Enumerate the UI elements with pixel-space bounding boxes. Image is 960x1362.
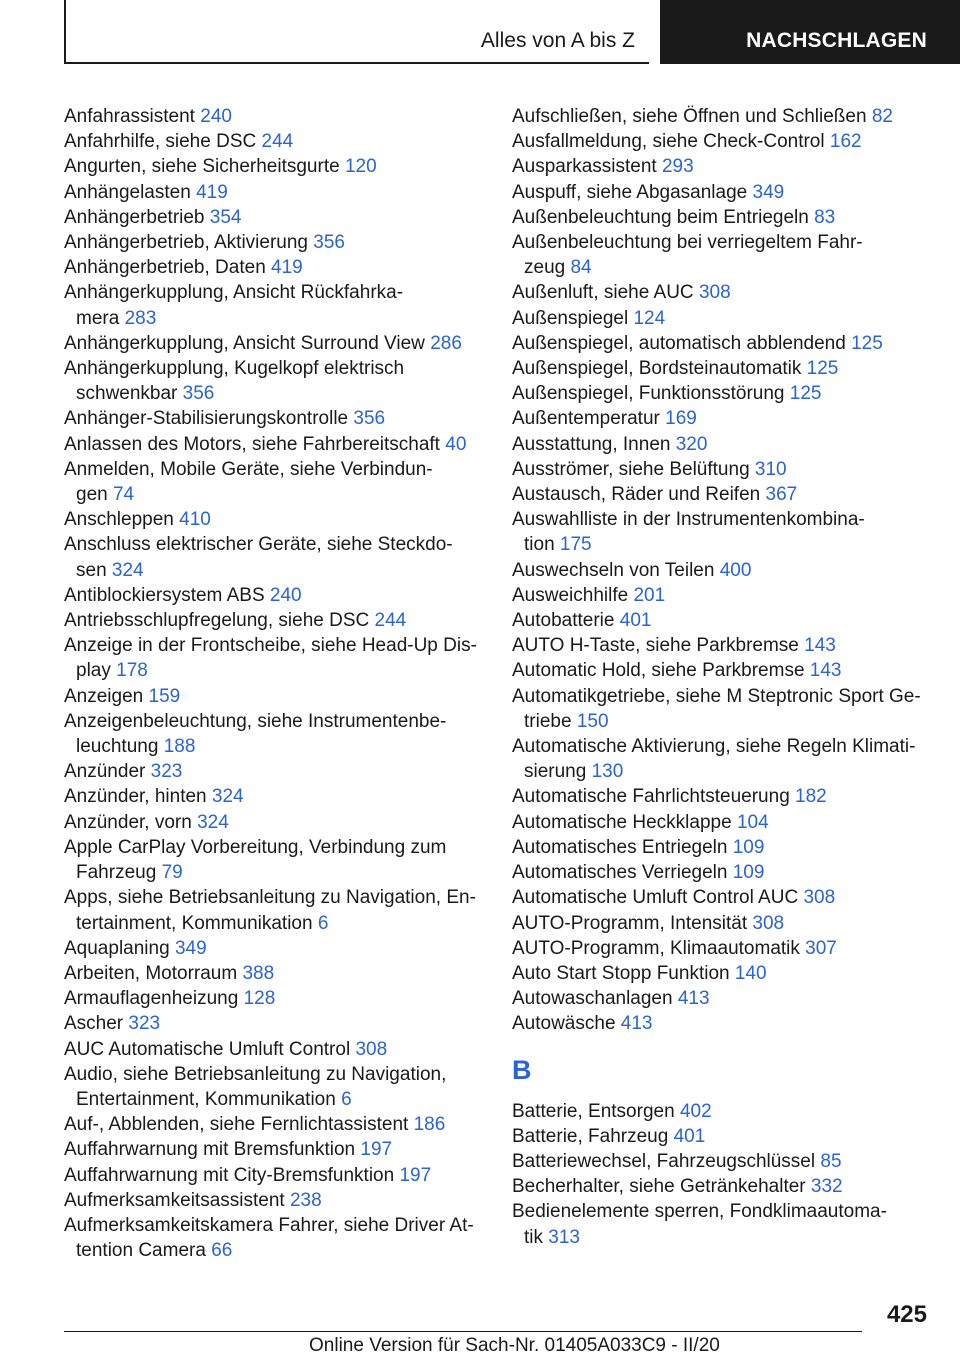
index-entry-term: Anzeigen (64, 685, 144, 707)
index-entry (512, 1174, 932, 1199)
index-entry-term: Automatisches Entriegeln (512, 836, 728, 858)
index-entry-page-link[interactable]: 124 (633, 307, 666, 329)
index-entry-page-link[interactable]: 109 (732, 836, 765, 858)
index-entry-page-link[interactable]: 320 (675, 433, 708, 455)
index-entry (64, 709, 484, 759)
index-entry-page-link[interactable]: 82 (871, 106, 893, 127)
index-entry (64, 280, 484, 330)
index-column-left (64, 104, 484, 1263)
index-entry-page-link[interactable]: 356 (313, 232, 345, 254)
index-entry-term: Anschluss elektrischer Geräte, siehe Steckdo- (64, 534, 453, 556)
index-entry-term: Anlassen des Motors, siehe Fahrbereitschaft (64, 433, 440, 455)
index-entry-page-link[interactable]: 240 (269, 584, 302, 606)
index-entry (64, 356, 484, 406)
index-entry-term: Armauflagenheizung (64, 988, 239, 1010)
index-entry (512, 734, 932, 784)
index-entry-term: Aquaplaning (64, 937, 170, 959)
index-entry-page-link[interactable]: 244 (374, 610, 407, 632)
index-entry-page-link[interactable]: 401 (673, 1125, 706, 1147)
index-entry-page-link[interactable]: 130 (591, 761, 624, 783)
index-entry-term: Entertainment, Kommunikation (76, 1088, 336, 1110)
index-letter-heading: B (512, 1054, 532, 1085)
index-entry-term: Automatische Umluft Control AUC (512, 887, 799, 909)
index-entry-page-link[interactable]: 413 (620, 1013, 653, 1035)
index-entry (512, 180, 932, 205)
index-entry-page-link[interactable]: 104 (736, 811, 769, 833)
index-entry-page-link[interactable]: 293 (661, 156, 694, 178)
index-entry-term: mera (76, 307, 120, 329)
index-entry-term: triebe (524, 710, 572, 732)
index-entry (64, 255, 484, 280)
index-entry-term: Anzünder (64, 761, 146, 783)
index-entry (512, 482, 932, 507)
index-entry-page-link[interactable]: 356 (182, 383, 215, 405)
index-entry-term: Batterie, Fahrzeug (512, 1125, 669, 1147)
index-entry-term: tention Camera (76, 1240, 206, 1262)
index-entry-page-link[interactable]: 159 (148, 685, 181, 707)
index-entry-term: Ausstattung, Innen (512, 433, 671, 455)
index-entry-page-link[interactable]: 169 (665, 408, 697, 430)
index-entry-term: Austausch, Räder und Reifen (512, 484, 761, 506)
chapter-tab (660, 0, 960, 64)
index-entry-term: Anhängerkupplung, Ansicht Surround View (64, 332, 425, 354)
index-entry-page-link[interactable]: 410 (179, 509, 211, 531)
footer-divider (64, 1331, 862, 1332)
index-entry-page-link[interactable]: 244 (261, 131, 294, 153)
index-entry (512, 936, 932, 961)
index-entry-page-link[interactable]: 308 (752, 912, 785, 934)
index-entry (64, 1062, 484, 1112)
index-entry (512, 432, 932, 457)
index-entry (64, 331, 484, 356)
index-entry-page-link[interactable]: 286 (430, 332, 462, 354)
index-entry-term: Anmelden, Mobile Geräte, siehe Verbindun- (64, 458, 433, 480)
index-entry-page-link[interactable]: 419 (271, 257, 303, 279)
index-entry-term: Anzeige in der Frontscheibe, siehe Head-Up Dis- (64, 635, 477, 657)
index-entry-term: Ausweichhilfe (512, 584, 629, 606)
index-entry (64, 961, 484, 986)
index-entry (512, 457, 932, 482)
index-group-b (512, 1099, 932, 1250)
index-entry (512, 1124, 932, 1149)
index-entry (512, 911, 932, 936)
index-entry (512, 1149, 932, 1174)
index-entry-page-link[interactable]: 349 (752, 181, 785, 203)
index-entry (512, 784, 932, 809)
index-entry-term: Automatisches Verriegeln (512, 862, 728, 884)
index-entry (64, 1011, 484, 1036)
index-entry (64, 936, 484, 961)
index-entry-term: Auspuff, siehe Abgasanlage (512, 181, 748, 203)
index-entry (512, 961, 932, 986)
index-entry-page-link[interactable]: 310 (754, 458, 787, 480)
index-entry (64, 633, 484, 683)
index-entry-term: Bedienelemente sperren, Fondklimaautoma- (512, 1201, 887, 1223)
index-entry-page-link[interactable]: 175 (559, 534, 592, 556)
index-entry-term: Anhängelasten (64, 181, 191, 203)
index-entry-term: Aufmerksamkeitskamera Fahrer, siehe Driver At- (64, 1214, 474, 1236)
index-entry (512, 406, 932, 431)
index-entry (512, 230, 932, 280)
index-entry-page-link[interactable]: 140 (734, 962, 767, 984)
index-entry-term: Automatische Fahrlichtsteuerung (512, 786, 790, 808)
index-entry (512, 986, 932, 1011)
index-entry-page-link[interactable]: 238 (289, 1189, 322, 1211)
index-entry-term: Anhänger-Stabilisierungskontrolle (64, 408, 349, 430)
index-entry-term: Anhängerbetrieb, Aktivierung (64, 232, 308, 254)
index-entry-term: AUTO-Programm, Klimaautomatik (512, 937, 800, 959)
index-entry-page-link[interactable]: 40 (445, 433, 467, 455)
index-entry-term: tion (524, 534, 555, 556)
index-entry-term: Autobatterie (512, 610, 615, 632)
index-entry (64, 230, 484, 255)
index-entry-term: Becherhalter, siehe Getränkehalter (512, 1176, 806, 1198)
index-entry-term: zeug (524, 257, 566, 279)
index-entry-term: Antiblockiersystem ABS (64, 584, 265, 606)
index-entry (512, 205, 932, 230)
index-entry-page-link[interactable]: 401 (619, 610, 652, 632)
index-entry-term: AUC Automatische Umluft Control (64, 1038, 351, 1060)
index-entry-term: sen (76, 559, 107, 581)
index-entry-page-link[interactable]: 308 (803, 887, 836, 909)
index-entry-page-link[interactable]: 125 (789, 383, 822, 405)
index-entry-page-link[interactable]: 162 (829, 131, 862, 153)
index-entry-term: Anschleppen (64, 509, 174, 531)
index-entry-page-link[interactable]: 186 (413, 1114, 446, 1136)
index-entry-page-link[interactable]: 85 (820, 1150, 842, 1172)
index-entry (512, 507, 932, 557)
index-entry-term: Auffahrwarnung mit Bremsfunktion (64, 1139, 356, 1161)
index-entry (64, 1213, 484, 1263)
index-entry-term: Anhängerkupplung, Kugelkopf elektrisch (64, 358, 405, 380)
index-entry-page-link[interactable]: 6 (341, 1088, 352, 1110)
index-entry (512, 1199, 932, 1249)
index-entry-term: Batterie, Entsorgen (512, 1100, 675, 1122)
index-entry-page-link[interactable]: 66 (211, 1240, 233, 1262)
index-entry-term: Automatikgetriebe, siehe M Steptronic Sport Ge- (512, 685, 921, 707)
index-entry-page-link[interactable]: 388 (242, 962, 275, 984)
index-entry-term: Anfahrhilfe, siehe DSC (64, 131, 257, 153)
index-entry-term: gen (76, 484, 108, 506)
index-entry-page-link[interactable]: 83 (814, 206, 836, 228)
index-entry-page-link[interactable]: 283 (124, 307, 157, 329)
index-entry-term: Apps, siehe Betriebsanleitung zu Navigation, En- (64, 887, 476, 909)
index-entry (64, 406, 484, 431)
index-entry-page-link[interactable]: 307 (805, 937, 837, 959)
index-entry-term: Audio, siehe Betriebsanleitung zu Navigation, (64, 1063, 447, 1085)
index-entry-page-link[interactable]: 332 (810, 1176, 843, 1198)
index-entry (64, 986, 484, 1011)
index-entry-page-link[interactable]: 349 (174, 937, 207, 959)
index-entry (64, 1137, 484, 1162)
page-number: 425 (886, 1301, 927, 1328)
index-entry-term: Ausströmer, siehe Belüftung (512, 458, 750, 480)
index-entry-term: Arbeiten, Motorraum (64, 962, 238, 984)
online-version-note: Online Version für Sach-Nr. 01405A033C9 - II/20 (309, 1335, 720, 1356)
index-entry-page-link[interactable]: 197 (360, 1139, 393, 1161)
index-entry-term: AUTO-Programm, Intensität (512, 912, 748, 934)
index-entry-page-link[interactable]: 354 (209, 206, 242, 228)
index-entry-term: Automatische Aktivierung, siehe Regeln Klimati- (512, 736, 916, 758)
index-entry (512, 608, 932, 633)
index-entry-page-link[interactable]: 128 (243, 988, 276, 1010)
index-entry (512, 104, 932, 129)
index-entry-page-link[interactable]: 324 (111, 559, 144, 581)
index-entry-term: Autowaschanlagen (512, 988, 673, 1010)
index-entry-term: Auswahlliste in der Instrumentenkombina- (512, 509, 865, 531)
index-entry-term: tik (524, 1226, 543, 1248)
index-entry-term: Außenspiegel, automatisch abblendend (512, 332, 846, 354)
index-entry-term: Apple CarPlay Vorbereitung, Verbindung zum (64, 836, 447, 858)
index-entry (512, 1099, 932, 1124)
index-entry (64, 810, 484, 835)
index-entry-term: Ausfallmeldung, siehe Check-Control (512, 131, 825, 153)
index-entry (512, 306, 932, 331)
index-entry (512, 810, 932, 835)
index-entry-page-link[interactable]: 240 (200, 106, 232, 127)
index-entry (512, 633, 932, 658)
index-entry-page-link[interactable]: 323 (128, 1013, 161, 1035)
index-entry-page-link[interactable]: 143 (809, 660, 842, 682)
index-entry-page-link[interactable]: 413 (677, 988, 710, 1010)
index-entry (64, 1163, 484, 1188)
index-entry (512, 154, 932, 179)
index-entry-page-link[interactable]: 125 (851, 332, 883, 354)
index-entry-term: Außenspiegel, Funktionsstörung (512, 383, 785, 405)
index-entry-page-link[interactable]: 324 (211, 786, 244, 808)
index-entry-page-link[interactable]: 6 (317, 912, 329, 934)
index-entry (64, 784, 484, 809)
index-entry (64, 457, 484, 507)
index-entry (64, 507, 484, 532)
index-entry-term: Fahrzeug (76, 862, 157, 884)
index-entry-term: Außenbeleuchtung bei verriegeltem Fahr- (512, 232, 863, 254)
index-entry (64, 532, 484, 582)
index-entry-term: Autowäsche (512, 1013, 616, 1035)
index-entry-term: Ausparkassistent (512, 156, 657, 178)
index-group-a-continued (512, 104, 932, 1037)
index-entry-page-link[interactable]: 109 (732, 862, 765, 884)
index-entry-term: Außenspiegel (512, 307, 629, 329)
index-entry-term: Automatic Hold, siehe Parkbremse (512, 660, 805, 682)
index-entry-term: Außenspiegel, Bordsteinautomatik (512, 358, 802, 380)
index-entry (64, 583, 484, 608)
index-entry-page-link[interactable]: 84 (570, 257, 592, 279)
index-entry-page-link[interactable]: 74 (112, 484, 135, 506)
index-entry-page-link[interactable]: 125 (806, 358, 839, 380)
index-entry-term: Auto Start Stopp Funktion (512, 962, 730, 984)
index-entry (64, 608, 484, 633)
index-entry (512, 129, 932, 154)
index-entry-page-link[interactable]: 323 (150, 761, 183, 783)
index-entry-term: Batteriewechsel, Fahrzeugschlüssel (512, 1150, 816, 1172)
index-entry-term: Anzeigenbeleuchtung, siehe Instrumentenbe- (64, 710, 447, 732)
index-entry-page-link[interactable]: 79 (161, 862, 183, 884)
index-entry-term: Auffahrwarnung mit City-Bremsfunktion (64, 1164, 395, 1186)
index-entry (512, 381, 932, 406)
index-entry (64, 154, 484, 179)
index-entry-page-link[interactable]: 188 (163, 736, 196, 758)
index-entry-term: Anhängerbetrieb, Daten (64, 257, 266, 279)
page-header (0, 0, 960, 66)
index-entry-term: leuchtung (76, 736, 159, 758)
index-entry-page-link[interactable]: 197 (399, 1164, 432, 1186)
index-entry-term: Anhängerbetrieb (64, 206, 205, 228)
index-entry (512, 331, 932, 356)
index-entry-term: Antriebsschlupfregelung, siehe DSC (64, 610, 370, 632)
section-label: Alles von A bis Z (480, 29, 635, 52)
index-entry (512, 885, 932, 910)
index-entry-page-link[interactable]: 120 (344, 156, 377, 178)
index-entry (64, 1112, 484, 1137)
index-entry (64, 759, 484, 784)
index-entry (64, 1037, 484, 1062)
index-entry-term: Aufschließen, siehe Öffnen und Schließen (512, 106, 867, 127)
index-entry-term: Angurten, siehe Sicherheitsgurte (64, 156, 340, 178)
index-entry-page-link[interactable]: 143 (804, 635, 836, 657)
index-entry (512, 356, 932, 381)
index-entry-page-link[interactable]: 367 (765, 484, 798, 506)
index-entry-page-link[interactable]: 419 (196, 181, 228, 203)
index-entry (64, 1188, 484, 1213)
index-entry (512, 835, 932, 860)
index-entry-term: sierung (524, 761, 587, 783)
index-entry (64, 205, 484, 230)
index-entry-term: play (76, 660, 111, 682)
index-entry-term: tertainment, Kommunikation (76, 912, 313, 934)
index-entry (64, 835, 484, 885)
index-entry-page-link[interactable]: 400 (719, 559, 752, 581)
index-entry-page-link[interactable]: 150 (576, 710, 609, 732)
index-entry (512, 1011, 932, 1036)
index-entry (64, 432, 484, 457)
index-entry-term: AUTO H-Taste, siehe Parkbremse (512, 635, 799, 657)
section-tab (64, 0, 649, 64)
index-entry-term: schwenkbar (76, 383, 178, 405)
index-entry-page-link[interactable]: 308 (355, 1038, 388, 1060)
index-entry (64, 104, 484, 129)
index-entry (512, 280, 932, 305)
index-entry-page-link[interactable]: 308 (698, 282, 731, 304)
index-entry-term: Außenbeleuchtung beim Entriegeln (512, 206, 809, 228)
index-entry (512, 860, 932, 885)
index-entry-term: Anhängerkupplung, Ansicht Rückfahrka- (64, 282, 404, 304)
index-entry (64, 885, 484, 935)
index-entry-term: Auswechseln von Teilen (512, 559, 715, 581)
index-entry-term: Anzünder, hinten (64, 786, 207, 808)
index-entry-term: Außentemperatur (512, 408, 660, 430)
index-entry (64, 129, 484, 154)
index-entry (512, 684, 932, 734)
index-entry-term: Automatische Heckklappe (512, 811, 732, 833)
index-entry (512, 658, 932, 683)
index-entry (64, 180, 484, 205)
index-entry-term: Anfahrassistent (64, 106, 195, 127)
index-entry-term: Ascher (64, 1013, 124, 1035)
index-entry (64, 684, 484, 709)
index-entry (512, 558, 932, 583)
chapter-label: NACHSCHLAGEN (746, 29, 927, 52)
index-entry-term: Außenluft, siehe AUC (512, 282, 694, 304)
index-entry-page-link[interactable]: 182 (795, 786, 827, 808)
index-entry-page-link[interactable]: 402 (679, 1100, 712, 1122)
index-entry-term: Auf-, Abblenden, siehe Fernlichtassistent (64, 1114, 409, 1136)
index-entry-page-link[interactable]: 324 (197, 811, 229, 833)
index-entry-term: Aufmerksamkeitsassistent (64, 1189, 285, 1211)
index-column-right (512, 104, 932, 1250)
index-entry-term: Anzünder, vorn (64, 811, 192, 833)
index-entry-page-link[interactable]: 313 (548, 1226, 580, 1248)
index-entry-page-link[interactable]: 178 (116, 660, 148, 682)
index-entry-page-link[interactable]: 201 (633, 584, 666, 606)
index-entry (512, 583, 932, 608)
index-entry-page-link[interactable]: 356 (353, 408, 386, 430)
